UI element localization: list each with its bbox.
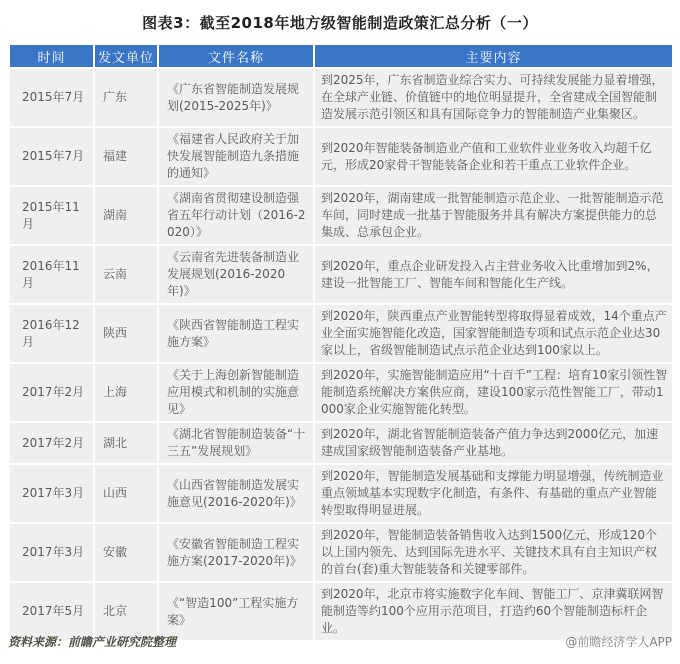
- cell-time: 2017年3月: [9, 464, 94, 523]
- cell-unit: 湖南: [94, 186, 158, 245]
- cell-main-content: 到2020年智能装备制造业产值和工业软件业业务收入均超千亿元，形成20家骨干智能装备企业和若干重点工业软件企业。: [314, 127, 673, 186]
- cell-doc-name: 《关于上海创新智能制造应用模式和机制的实施意见》: [158, 363, 314, 422]
- cell-unit: 福建: [94, 127, 158, 186]
- footer: [8, 633, 672, 650]
- table-row: [9, 68, 673, 127]
- cell-main-content: 到2020年，智能制造装备销售收入达到1500亿元，形成120个以上国内领先、达到国际先进水平、关键技术具有自主知识产权的首台(套)重大智能装备和关键零部件。: [314, 523, 673, 582]
- cell-time: 2017年3月: [9, 523, 94, 582]
- column-header-doc: 文件名称: [158, 44, 314, 68]
- cell-doc-name: 《湖北省智能制造装备“十三五”发展规划》: [158, 422, 314, 464]
- cell-time: 2017年2月: [9, 422, 94, 464]
- page-title: 图表3：截至2018年地方级智能制造政策汇总分析（一）: [142, 14, 538, 32]
- cell-main-content: 到2025年，广东省制造业综合实力、可持续发展能力显着增强，在全球产业链、价值链中的地位明显提升，全省建成全国智能制造发展示范引领区和具有国际竞争力的智能制造产业集聚区。: [314, 68, 673, 127]
- cell-unit: 上海: [94, 363, 158, 422]
- table-header: [9, 44, 673, 68]
- cell-unit: 北京: [94, 582, 158, 641]
- cell-main-content: 到2020年，智能制造发展基础和支撑能力明显增强，传统制造业重点领域基本实现数字化制造，有条件、有基础的重点产业智能转型取得明显进展。: [314, 464, 673, 523]
- cell-unit: 安徽: [94, 523, 158, 582]
- column-header-unit: 发文单位: [94, 44, 158, 68]
- cell-doc-name: 《广东省智能制造发展规划(2015-2025年)》: [158, 68, 314, 127]
- cell-main-content: 到2020年，重点企业研发投入占主营业务收入比重增加到2%，建设一批智能工厂、智能车间和智能化生产线。: [314, 245, 673, 304]
- cell-time: 2015年11月: [9, 186, 94, 245]
- table-row: [9, 363, 673, 422]
- cell-doc-name: 《陕西省智能制造工程实施方案》: [158, 304, 314, 363]
- cell-main-content: 到2020年，北京市将实施数字化车间、智能工厂、京津冀联网智能制造等约100个应用示范项目，打造约60个智能制造标杆企业。: [314, 582, 673, 641]
- cell-main-content: 到2020年，湖南建成一批智能制造示范企业、一批智能制造示范车间，同时建成一批基于智能服务并具有解决方案提供能力的总集成、总承包企业。: [314, 186, 673, 245]
- table-row: [9, 245, 673, 304]
- table-row: [9, 304, 673, 363]
- policy-table: [8, 43, 674, 642]
- cell-time: 2015年7月: [9, 68, 94, 127]
- cell-unit: 湖北: [94, 422, 158, 464]
- cell-unit: 陕西: [94, 304, 158, 363]
- cell-doc-name: 《云南省先进装备制造业发展规划(2016-2020年)》: [158, 245, 314, 304]
- table-row: [9, 186, 673, 245]
- source-note: 资料来源：前瞻产业研究院整理: [8, 635, 177, 649]
- table-row: [9, 127, 673, 186]
- table-body: [9, 68, 673, 641]
- column-header-content: 主要内容: [314, 44, 673, 68]
- table-row: [9, 464, 673, 523]
- cell-doc-name: 《山西省智能制造发展实施意见(2016-2020年)》: [158, 464, 314, 523]
- cell-doc-name: 《“智造100”工程实施方案》: [158, 582, 314, 641]
- table-row: [9, 523, 673, 582]
- cell-doc-name: 《湖南省贯彻建设制造强省五年行动计划（2016-2020）》: [158, 186, 314, 245]
- table-row: [9, 422, 673, 464]
- cell-time: 2017年2月: [9, 363, 94, 422]
- cell-unit: 山西: [94, 464, 158, 523]
- cell-main-content: 到2020年，湖北省智能制造装备产值力争达到2000亿元，加速建成国家级智能制造装备产业基地。: [314, 422, 673, 464]
- cell-time: 2016年11月: [9, 245, 94, 304]
- cell-main-content: 到2020年，实施智能制造应用“十百千”工程：培育10家引领性智能制造系统解决方案供应商，建设100家示范性智能工厂，带动1000家企业实施智能化转型。: [314, 363, 673, 422]
- column-header-time: 时间: [9, 44, 94, 68]
- cell-time: 2016年12月: [9, 304, 94, 363]
- cell-doc-name: 《安徽省智能制造工程实施方案(2017-2020年)》: [158, 523, 314, 582]
- credit-note: @前瞻经济学人APP: [565, 635, 672, 649]
- cell-doc-name: 《福建省人民政府关于加快发展智能制造九条措施的通知》: [158, 127, 314, 186]
- cell-unit: 广东: [94, 68, 158, 127]
- cell-main-content: 到2020年，陕西重点产业智能转型将取得显着成效，14个重点产业全面实施智能化改造，国家智能制造专项和试点示范企业达30家以上，省级智能制造试点示范企业达到100家以上。: [314, 304, 673, 363]
- header-row: [9, 44, 673, 68]
- cell-time: 2017年5月: [9, 582, 94, 641]
- cell-time: 2015年7月: [9, 127, 94, 186]
- cell-unit: 云南: [94, 245, 158, 304]
